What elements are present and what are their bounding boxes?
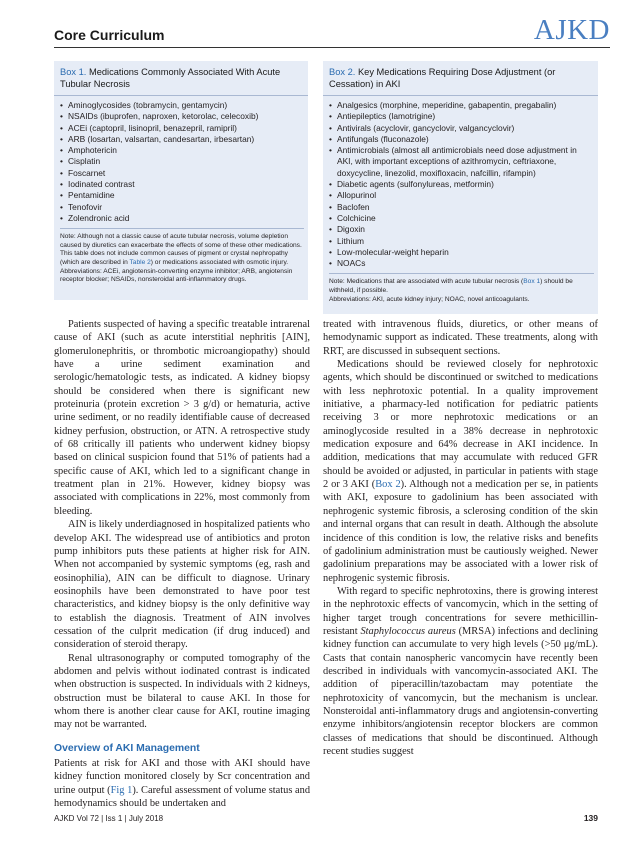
list-item: • Allopurinol [329,190,594,201]
header-rule [54,47,610,48]
box-1-footnote [60,228,304,285]
box-1 [54,61,308,300]
paragraph: Renal ultrasonography or computed tomography of the abdomen and pelvis without iodinated contrast is indicated when obstruction is suspected. In individuals with 2 kidneys, obstruction must be bilateral to cause AKI. In those for whom there is another clear cause for AKI, routine imaging may not be warranted. [54,652,310,731]
paragraph-text: With regard to specific nephrotoxins, there is growing interest in the nephrotoxic effects of vancomycin, which in the setting of higher target trough concentrations for severe methicillin-resistant [323,585,598,637]
box-1-header [54,61,308,96]
list-item: • Antimicrobials (almost all antimicrobials need dose adjustment in AKI, with important exceptions of azithromycin, ceftriaxone, doxycycline, linezolid, moxifloxacin, nafcillin, rifampin) [329,145,594,179]
box-2-number: Box 2. [329,67,356,77]
box-2-note [329,278,594,295]
box-1-title: Medications Commonly Associated With Acute Tubular Necrosis [60,67,281,89]
list-item: • Aminoglycosides (tobramycin, gentamycin) [60,100,304,111]
list-item: • Low-molecular-weight heparin [329,247,594,258]
box-2-header [323,61,598,96]
section-heading: Overview of AKI Management [54,742,200,754]
box-2-link[interactable]: Box 2 [375,479,401,491]
paragraph [323,585,598,758]
page-number: 139 [583,813,598,823]
list-item: • Baclofen [329,202,594,213]
section-title: Core Curriculum [54,27,165,43]
paragraph [54,757,310,810]
list-item: • NSAIDs (ibuprofen, naproxen, ketorolac, celecoxib) [60,111,304,122]
note-text: Note: Medications that are associated with acute tubular necrosis ( [329,278,524,286]
box-1-number: Box 1. [60,67,87,77]
fig-1-link[interactable]: Fig 1 [110,784,133,796]
list-item: • Lithium [329,236,594,247]
note-text: ) should be withheld, if possible. [329,278,573,295]
table-2-link[interactable]: Table 2 [129,259,151,267]
paragraph-text: Patients at risk for AKI and those with AKI should have kidney function monitored closely by Scr concentration and urine output ( [54,758,310,796]
note-text: Note: Although not a classic cause of acute tubular necrosis, volume depletion caused by diuretics can exacerbate the effects of some of these other medications. This table does not include common causes of pigment or crystal nephropathy (which are described in [60,233,302,267]
list-item: • Analgesics (morphine, meperidine, gabapentin, pregabalin) [329,100,594,111]
box-2-abbreviations: Abbreviations: AKI, acute kidney injury; NOAC, novel anticoagulants. [329,295,530,303]
list-item: • NOACs [329,258,594,269]
list-item: • Amphotericin [60,145,304,156]
list-item: • Pentamidine [60,190,304,201]
list-item: • Zolendronic acid [60,213,304,224]
box-1-list [54,96,308,224]
species-name: Staphylococcus aureus [360,625,456,637]
paragraph [323,358,598,585]
list-item: • Antifungals (fluconazole) [329,134,594,145]
list-item: • Antiepileptics (lamotrigine) [329,111,594,122]
paragraph: treated with intravenous fluids, diuretics, or other means of hemodynamic support as indicated. These treatments, along with RRT, are discussed in subsequent sections. [323,319,598,357]
left-column [54,318,310,810]
journal-logo: AJKD [533,14,610,46]
box-2-title: Key Medications Requiring Dose Adjustment (or Cessation) in AKI [329,67,556,89]
paragraph-text: (MRSA) infections and declining kidney function can accumulate to very high levels (>50 μg/mL). Casts that contain nanospheric vancomycin have recently been described in individuals with vancomycin-associated AKI. The addition of piperacillin/tazobactam may potentiate the nephrotoxicity of vancomycin, but the mechanism is unclear. Nonsteroidal anti-inflammatory drugs and angiotensin-converting enzyme inhibitors/angiotensin receptor blockers are common classes of medications that should be discontinued. Although recent studies suggest [323,625,598,757]
right-column [323,318,598,758]
box-1-abbreviations: Abbreviations: ACEi, angiotensin-converting enzyme inhibitor; ARB, angiotensin receptor blocker; NSAIDs, nonsteroidal anti-inflammatory drugs. [60,267,293,284]
paragraph: Patients suspected of having a specific treatable intrarenal cause of AKI (such as acute interstitial nephritis [AIN], glomerulonephritis, or thrombotic microangiopathy) should have a urine sediment examination and serologic/hematologic tests, as indicated. A kidney biopsy should be considered when there is significant new proteinuria (protein excretion > 3 g/d) or hematuria, active urine sediment, or no readily identifiable cause of decreased kidney perfusion, obstruction, or ATN. A retrospective study of 68 critically ill patients who underwent kidney biopsy based on clinical suspicion found that 51% of patients had a specific cause of AKI, which led to a significant change in treatment plan in 21%. However, kidney biopsy was associated with complications in 22%, most commonly from bleeding. [54,319,310,517]
list-item: • Diabetic agents (sulfonylureas, metformin) [329,179,594,190]
paragraph: AIN is likely underdiagnosed in hospitalized patients who develop AKI. The widespread use of antibiotics and proton pump inhibitors puts these patients at higher risk for AIN. When not accompanied by systemic symptoms (eg, rash and eosinophilia), AIN can be difficult to diagnose. Urinary eosinophils have been demonstrated to have poor test characteristics, and kidney biopsy is the only definitive way to establish the diagnosis. Treatment of AIN involves cessation of the culprit medication (if drug induced) and consideration of steroid therapy. [54,519,310,651]
box-1-link[interactable]: Box 1 [523,278,541,286]
list-item: • Antivirals (acyclovir, gancyclovir, valgancyclovir) [329,123,594,134]
list-item: • ARB (losartan, valsartan, candesartan, irbesartan) [60,134,304,145]
journal-citation: AJKD Vol 72 | Iss 1 | July 2018 [54,814,164,823]
box-2 [323,61,598,314]
list-item: • Tenofovir [60,202,304,213]
list-item: • ACEi (captopril, lisinopril, benazepril, ramipril) [60,123,304,134]
box-2-footnote [329,273,594,304]
paragraph-text: Medications should be reviewed closely for nephrotoxic agents, which should be discontinued or switched to medications with less nephrotoxic potential. In a quality improvement initiative, a pharmacy-led notification for pediatric patients receiving 3 or more nephrotoxic medications or an aminoglycoside resulted in a 38% decrease in nephrotoxic medication exposure and 64% decrease in AKI incidence. In addition, medications that may accumulate with reduced GFR should be avoided or adjusted, in particular in patients with stage 2 or 3 AKI ( [323,359,598,491]
list-item: • Colchicine [329,213,594,224]
list-item: • Iodinated contrast [60,179,304,190]
note-text: ) or medications associated with osmotic injury. [150,259,289,267]
list-item: • Foscarnet [60,168,304,179]
paragraph-text: ). Although not a medication per se, in patients with AKI, exposure to gadolinium has been associated with nephrogenic systemic fibrosis, a sclerosing condition of the skin and internal organs that can result in death. Although the absolute incidence of this condition is low, the relative risks and benefits of gadolinium administration must be cautiously weighed. Newer gadolinium preparations may be associated with a lower risk of nephrogenic systemic fibrosis. [323,479,598,584]
box-2-list [323,96,598,269]
paragraph-text: ). Careful assessment of volume status and hemodynamics should be undertaken and [54,784,311,810]
box-1-note [60,233,304,267]
list-item: • Cisplatin [60,156,304,167]
list-item: • Digoxin [329,224,594,235]
